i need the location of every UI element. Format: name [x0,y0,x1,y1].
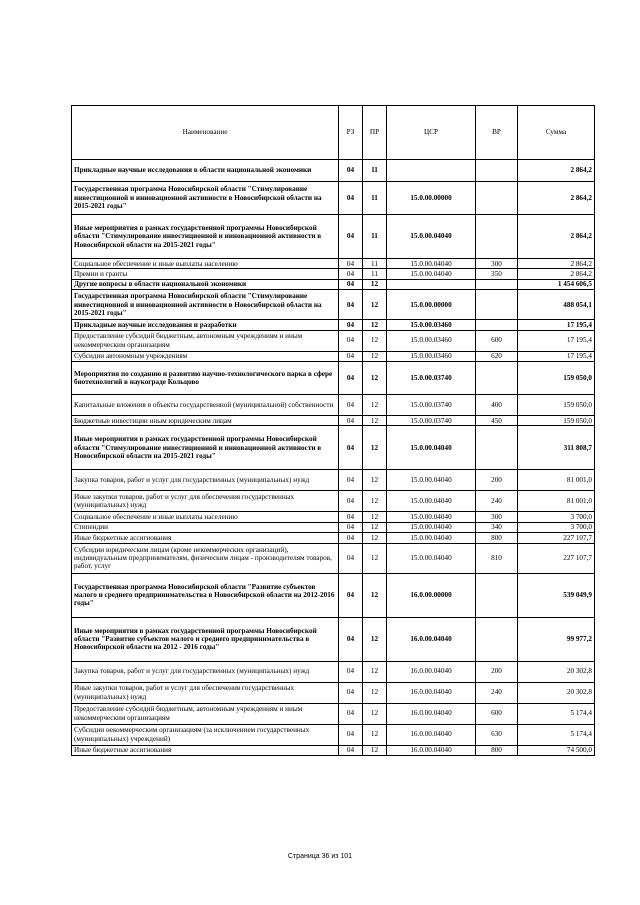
table-row [72,279,595,289]
cell-rz: 04 [339,269,363,279]
table-row [72,533,595,543]
cell-vr: 630 [476,724,518,745]
table-row [72,491,595,512]
cell-pr: 12 [363,617,387,661]
table-row [72,724,595,745]
cell-rz: 04 [339,543,363,573]
table-row [72,682,595,703]
cell-rz: 04 [339,259,363,269]
cell-rz: 04 [339,416,363,426]
budget-table [71,105,595,756]
cell-pr: 12 [363,320,387,330]
cell-csr: 15.0.00.04040 [387,269,476,279]
cell-sum: 227 107,7 [518,543,595,573]
table-row [72,470,595,491]
cell-rz: 04 [339,533,363,543]
cell-pr: 12 [363,533,387,543]
cell-csr: 15.0.00.00000 [387,290,476,320]
cell-sum: 20 302,8 [518,682,595,703]
table-body [72,160,595,756]
cell-pr: 12 [363,745,387,755]
cell-sum: 99 977,2 [518,617,595,661]
cell-sum: 3 700,0 [518,522,595,532]
table-row [72,330,595,351]
table-row [72,522,595,532]
cell-csr: 15.0.00.04040 [387,215,476,259]
cell-sum: 3 700,0 [518,512,595,522]
cell-sum: 159 050,0 [518,416,595,426]
cell-pr: 12 [363,330,387,351]
cell-pr: 12 [363,682,387,703]
cell-csr: 15.0.00.04040 [387,533,476,543]
table-row [72,617,595,661]
cell-csr [387,279,476,289]
header-pr: ПР [363,106,387,160]
cell-csr: 16.0.00.04040 [387,745,476,755]
cell-rz: 04 [339,491,363,512]
cell-pr: 12 [363,522,387,532]
cell-name: Государственная программа Новосибирской области "Развитие субъектов малого и среднего предпринимательства в Новосибирской области на 2012-2016 годы" [72,573,339,617]
cell-sum: 2 864,2 [518,269,595,279]
cell-vr [476,160,518,182]
cell-sum: 74 500,0 [518,745,595,755]
cell-vr: 400 [476,395,518,416]
cell-csr: 15.0.00.03460 [387,320,476,330]
cell-sum: 159 050,0 [518,362,595,395]
cell-vr: 200 [476,661,518,682]
cell-sum: 5 174,4 [518,724,595,745]
cell-sum: 17 195,4 [518,330,595,351]
table-row [72,426,595,470]
cell-csr: 15.0.00.03740 [387,362,476,395]
cell-rz: 04 [339,426,363,470]
cell-sum: 17 195,4 [518,320,595,330]
cell-vr: 600 [476,330,518,351]
cell-name: Закупка товаров, работ и услуг для государственных (муниципальных) нужд [72,661,339,682]
cell-vr: 450 [476,416,518,426]
cell-name: Бюджетные инвестиции иным юридическим лицам [72,416,339,426]
cell-name: Стипендии [72,522,339,532]
cell-name: Предоставление субсидий бюджетным, автономным учреждениям и иным некоммерческим организациям [72,330,339,351]
cell-pr: 12 [363,470,387,491]
cell-name: Иные бюджетные ассигнования [72,745,339,755]
cell-vr: 300 [476,259,518,269]
cell-rz: 04 [339,512,363,522]
cell-rz: 04 [339,320,363,330]
cell-vr [476,362,518,395]
cell-pr: 12 [363,362,387,395]
cell-name: Иные мероприятия в рамках государственной программы Новосибирской области "Стимулирование инвестиционной и инновационной активности в Новосибирской области на 2015-2021 годы" [72,215,339,259]
table-header-row [72,106,595,160]
cell-sum: 311 808,7 [518,426,595,470]
cell-rz: 04 [339,724,363,745]
cell-pr: 12 [363,416,387,426]
cell-name: Премии и гранты [72,269,339,279]
cell-name: Предоставление субсидий бюджетным, автономным учреждениям и иным некоммерческим организациям [72,703,339,724]
cell-name: Социальное обеспечение и иные выплаты населению [72,259,339,269]
cell-csr: 15.0.00.04040 [387,491,476,512]
cell-sum: 488 054,1 [518,290,595,320]
table-row [72,661,595,682]
cell-sum: 539 049,9 [518,573,595,617]
cell-vr: 340 [476,522,518,532]
cell-csr: 15.0.00.04040 [387,470,476,491]
cell-pr: 11 [363,259,387,269]
cell-pr: 12 [363,351,387,361]
table-row [72,160,595,182]
cell-rz: 04 [339,279,363,289]
cell-name: Другие вопросы в области национальной экономики [72,279,339,289]
cell-name: Закупка товаров, работ и услуг для государственных (муниципальных) нужд [72,470,339,491]
cell-vr [476,215,518,259]
table-row [72,703,595,724]
cell-rz: 04 [339,290,363,320]
cell-pr: 11 [363,160,387,182]
cell-vr: 240 [476,491,518,512]
cell-pr: 11 [363,182,387,215]
header-rz: РЗ [339,106,363,160]
cell-vr [476,426,518,470]
cell-csr: 15.0.00.04040 [387,543,476,573]
cell-csr: 16.0.00.04040 [387,682,476,703]
table-row [72,395,595,416]
cell-pr: 12 [363,426,387,470]
cell-csr: 16.0.00.04040 [387,617,476,661]
cell-name: Государственная программа Новосибирской области "Стимулирование инвестиционной и инновационной активности в Новосибирской области на 2015-2021 годы" [72,182,339,215]
cell-sum: 159 050,0 [518,395,595,416]
cell-name: Иные мероприятия в рамках государственной программы Новосибирской области "Стимулирование инвестиционной и инновационной активности в Новосибирской области на 2015-2021 годы" [72,426,339,470]
cell-sum: 227 107,7 [518,533,595,543]
cell-sum: 2 864,2 [518,160,595,182]
cell-vr [476,279,518,289]
cell-name: Иные закупки товаров, работ и услуг для обеспечения государственных (муниципальных) нужд [72,682,339,703]
cell-name: Иные бюджетные ассигнования [72,533,339,543]
cell-name: Иные закупки товаров, работ и услуг для обеспечения государственных (муниципальных) нужд [72,491,339,512]
cell-sum: 5 174,4 [518,703,595,724]
cell-csr [387,160,476,182]
cell-name: Субсидии автономным учреждениям [72,351,339,361]
cell-pr: 12 [363,491,387,512]
header-name: Наименование [72,106,339,160]
cell-vr [476,182,518,215]
cell-sum: 81 001,0 [518,491,595,512]
cell-pr: 12 [363,290,387,320]
cell-name: Субсидии юридическим лицам (кроме некоммерческих организаций), индивидуальным предпринимателям, физическим лицам - производителям товаров, работ, услуг [72,543,339,573]
header-csr: ЦСР [387,106,476,160]
cell-rz: 04 [339,362,363,395]
table-row [72,351,595,361]
cell-pr: 12 [363,573,387,617]
cell-vr [476,290,518,320]
cell-pr: 11 [363,269,387,279]
cell-pr: 12 [363,279,387,289]
cell-csr: 16.0.00.04040 [387,661,476,682]
cell-pr: 12 [363,512,387,522]
table-row [72,745,595,755]
cell-name: Прикладные научные исследования в области национальной экономики [72,160,339,182]
cell-csr: 15.0.00.03740 [387,416,476,426]
cell-vr: 300 [476,512,518,522]
cell-rz: 04 [339,617,363,661]
cell-rz: 04 [339,470,363,491]
cell-name: Субсидии некоммерческим организациям (за исключением государственных (муниципальных) учреждений) [72,724,339,745]
table-row [72,290,595,320]
cell-csr: 15.0.00.04040 [387,259,476,269]
table-row [72,269,595,279]
header-sum: Сумма [518,106,595,160]
cell-pr: 12 [363,661,387,682]
cell-vr [476,573,518,617]
cell-name: Иные мероприятия в рамках государственной программы Новосибирской области "Развитие субъектов малого и среднего предпринимательства в Новосибирской области на 2012 - 2016 годы" [72,617,339,661]
cell-name: Социальное обеспечение и иные выплаты населению [72,512,339,522]
table-row [72,259,595,269]
cell-vr: 600 [476,703,518,724]
cell-sum: 2 864,2 [518,259,595,269]
cell-rz: 04 [339,215,363,259]
cell-rz: 04 [339,351,363,361]
cell-csr: 15.0.00.03460 [387,330,476,351]
cell-pr: 12 [363,703,387,724]
cell-rz: 04 [339,182,363,215]
cell-csr: 15.0.00.00000 [387,182,476,215]
cell-sum: 1 454 606,5 [518,279,595,289]
cell-rz: 04 [339,703,363,724]
cell-vr: 810 [476,543,518,573]
cell-sum: 17 195,4 [518,351,595,361]
cell-vr [476,617,518,661]
cell-vr: 800 [476,533,518,543]
table-row [72,543,595,573]
cell-csr: 16.0.00.04040 [387,703,476,724]
table-row [72,512,595,522]
cell-sum: 2 864,2 [518,215,595,259]
cell-csr: 15.0.00.04040 [387,512,476,522]
cell-csr: 15.0.00.03740 [387,395,476,416]
table-row [72,215,595,259]
cell-rz: 04 [339,330,363,351]
cell-vr: 240 [476,682,518,703]
cell-csr: 15.0.00.04040 [387,426,476,470]
cell-rz: 04 [339,745,363,755]
cell-vr: 620 [476,351,518,361]
table-row [72,362,595,395]
cell-csr: 16.0.00.00000 [387,573,476,617]
cell-sum: 20 302,8 [518,661,595,682]
cell-sum: 81 001,0 [518,470,595,491]
cell-csr: 15.0.00.04040 [387,522,476,532]
cell-pr: 12 [363,543,387,573]
cell-pr: 11 [363,215,387,259]
table-row [72,320,595,330]
cell-rz: 04 [339,661,363,682]
table-row [72,182,595,215]
cell-name: Капитальные вложения в объекты государственной (муниципальной) собственности [72,395,339,416]
cell-name: Прикладные научные исследования и разработки [72,320,339,330]
cell-name: Государственная программа Новосибирской области "Стимулирование инвестиционной и инновационной активности в Новосибирской области на 2015-2021 годы" [72,290,339,320]
cell-csr: 16.0.00.04040 [387,724,476,745]
table-row [72,416,595,426]
cell-rz: 04 [339,160,363,182]
cell-rz: 04 [339,682,363,703]
cell-pr: 12 [363,395,387,416]
page-footer: Страница 36 из 101 [287,853,353,860]
header-vr: ВР [476,106,518,160]
cell-vr: 350 [476,269,518,279]
cell-vr [476,320,518,330]
cell-pr: 12 [363,724,387,745]
cell-rz: 04 [339,522,363,532]
cell-rz: 04 [339,395,363,416]
cell-sum: 2 864,2 [518,182,595,215]
cell-vr: 800 [476,745,518,755]
cell-vr: 200 [476,470,518,491]
cell-name: Мероприятия по созданию и развитию научно-технологического парка в сфере биотехнологий в наукограде Кольцово [72,362,339,395]
table-row [72,573,595,617]
cell-csr: 15.0.00.03460 [387,351,476,361]
cell-rz: 04 [339,573,363,617]
